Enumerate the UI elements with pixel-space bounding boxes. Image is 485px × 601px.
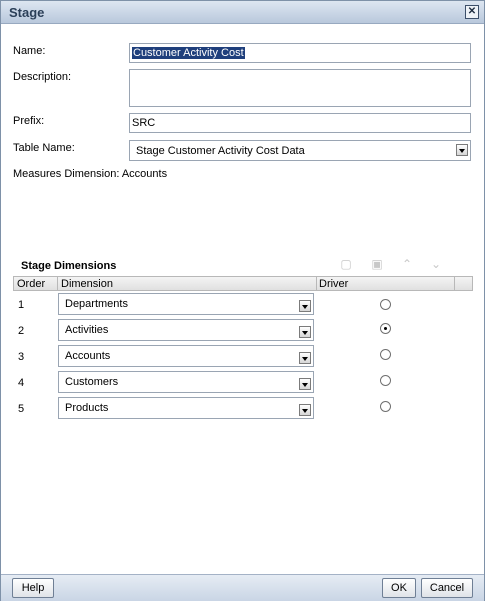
delete-row-icon[interactable]: ▣ — [371, 257, 383, 271]
dimension-value: Departments — [65, 298, 128, 310]
description-field[interactable] — [129, 69, 471, 107]
dimension-select[interactable] — [58, 371, 314, 393]
chevron-down-icon[interactable] — [456, 144, 468, 156]
row-order: 3 — [18, 351, 25, 363]
row-order: 4 — [18, 377, 25, 389]
name-label: Name: — [13, 45, 46, 57]
new-row-icon[interactable]: ▢ — [340, 257, 352, 271]
stage-dimensions-title: Stage Dimensions — [21, 260, 117, 272]
driver-radio[interactable] — [380, 375, 391, 386]
prefix-label: Prefix: — [13, 115, 45, 127]
dimension-value: Activities — [65, 324, 109, 336]
table-name-label: Table Name: — [13, 142, 75, 154]
chevron-down-icon[interactable] — [299, 378, 311, 390]
dimension-select[interactable] — [58, 397, 314, 419]
description-label: Description: — [13, 71, 72, 83]
column-dimension[interactable]: Dimension — [61, 278, 113, 290]
row-order: 5 — [18, 403, 25, 415]
column-order[interactable]: Order — [17, 278, 46, 290]
dimension-value: Customers — [65, 376, 119, 388]
driver-radio[interactable] — [380, 299, 391, 310]
dimension-value: Products — [65, 402, 109, 414]
dialog-title: Stage — [9, 5, 45, 20]
chevron-down-icon[interactable] — [299, 300, 311, 312]
name-value: Customer Activity Cost — [133, 47, 244, 59]
table-name-value: Stage Customer Activity Cost Data — [136, 145, 305, 157]
column-driver[interactable]: Driver — [319, 278, 349, 290]
move-down-icon[interactable]: ⌄ — [430, 257, 442, 271]
row-order: 1 — [18, 299, 25, 311]
prefix-field[interactable]: SRC — [129, 113, 471, 133]
dimension-select[interactable] — [58, 293, 314, 315]
ok-button[interactable]: OK — [382, 578, 416, 598]
cancel-button[interactable]: Cancel — [421, 578, 473, 598]
chevron-down-icon[interactable] — [299, 404, 311, 416]
name-field[interactable] — [129, 43, 471, 63]
driver-radio[interactable] — [380, 401, 391, 412]
column-separator — [454, 277, 455, 291]
driver-radio[interactable] — [380, 349, 391, 360]
column-separator — [316, 277, 317, 291]
title-bar — [1, 1, 484, 24]
driver-radio[interactable] — [380, 323, 391, 334]
chevron-down-icon[interactable] — [299, 326, 311, 338]
close-icon[interactable]: ✕ — [465, 5, 479, 19]
column-separator — [57, 277, 58, 291]
table-name-select[interactable] — [129, 140, 471, 161]
help-button[interactable]: Help — [12, 578, 54, 598]
chevron-down-icon[interactable] — [299, 352, 311, 364]
move-up-icon[interactable]: ⌃ — [401, 257, 413, 271]
grid-header — [13, 276, 473, 291]
dialog-footer — [1, 574, 484, 601]
measures-dimension-text: Measures Dimension: Accounts — [13, 168, 168, 180]
dimension-value: Accounts — [65, 350, 111, 362]
dimension-select[interactable] — [58, 319, 314, 341]
dimension-select[interactable] — [58, 345, 314, 367]
row-order: 2 — [18, 325, 25, 337]
